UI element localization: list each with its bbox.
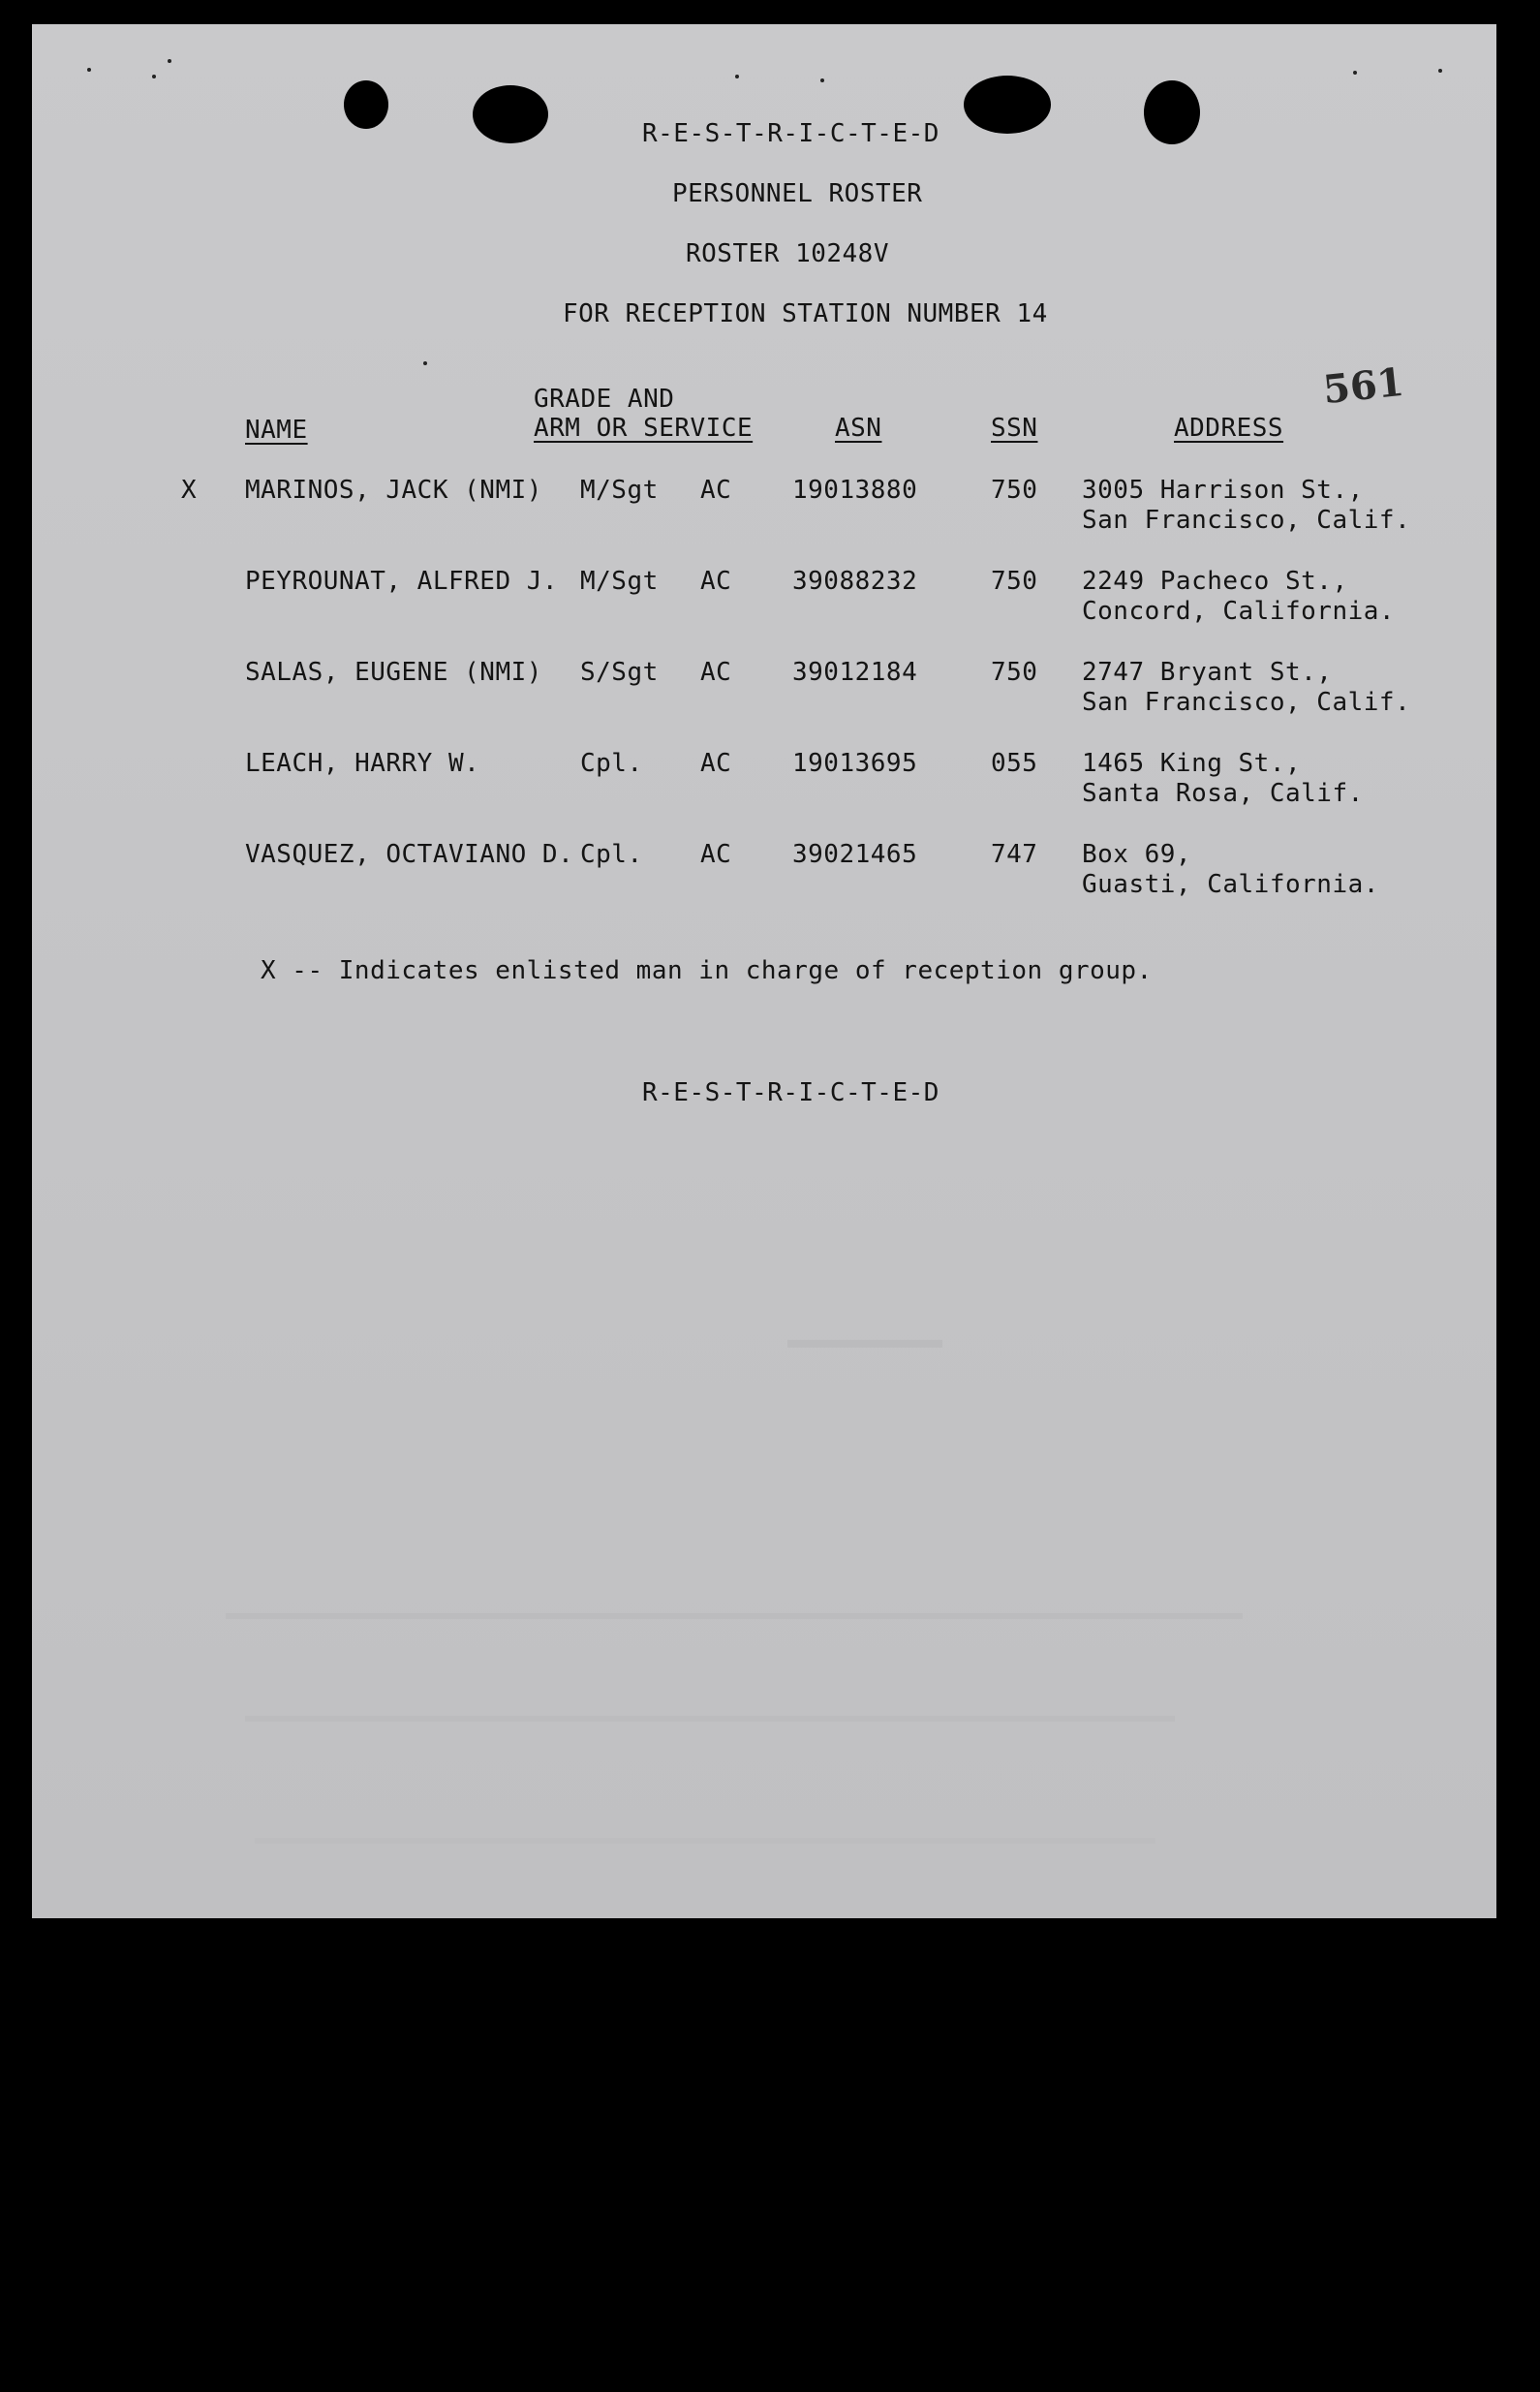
bleed-through-mark (245, 1716, 1175, 1722)
punch-hole (473, 85, 548, 143)
row-address-line2: San Francisco, Calif. (1082, 688, 1411, 717)
document-title: PERSONNEL ROSTER (672, 179, 923, 208)
row-arm: AC (700, 658, 732, 687)
row-address-line2: Santa Rosa, Calif. (1082, 779, 1364, 808)
row-ssn: 750 (991, 476, 1038, 505)
name-header: NAME (245, 416, 308, 445)
grade-header-line1: GRADE AND (534, 385, 675, 414)
punch-hole (1144, 80, 1200, 144)
asn-header: ASN (835, 414, 882, 443)
row-name: VASQUEZ, OCTAVIANO D. (245, 840, 574, 869)
row-address-line2: Concord, California. (1082, 597, 1396, 626)
row-arm: AC (700, 840, 732, 869)
roster-number: ROSTER 10248V (686, 239, 889, 268)
row-arm: AC (700, 476, 732, 505)
row-grade: M/Sgt (580, 567, 659, 596)
punch-hole (344, 80, 388, 129)
row-name: SALAS, EUGENE (NMI) (245, 658, 542, 687)
page-number-stamp: 561 (1320, 358, 1406, 414)
row-ssn: 750 (991, 658, 1038, 687)
row-address-line1: 2747 Bryant St., (1082, 658, 1333, 687)
speck (735, 75, 739, 78)
row-address-line2: Guasti, California. (1082, 870, 1379, 899)
row-arm: AC (700, 749, 732, 778)
speck (168, 59, 171, 63)
row-name: LEACH, HARRY W. (245, 749, 480, 778)
row-asn: 19013880 (792, 476, 918, 505)
speck (1353, 71, 1357, 75)
speck (423, 361, 427, 365)
row-ssn: 750 (991, 567, 1038, 596)
row-asn: 39012184 (792, 658, 918, 687)
restricted-header: R-E-S-T-R-I-C-T-E-D (642, 119, 939, 148)
row-grade: Cpl. (580, 840, 643, 869)
bleed-through-mark (226, 1613, 1243, 1619)
incharge-mark: X (181, 476, 198, 505)
row-ssn: 055 (991, 749, 1038, 778)
row-asn: 39021465 (792, 840, 918, 869)
grade-header-line2: ARM OR SERVICE (534, 414, 754, 443)
row-address-line1: 1465 King St., (1082, 749, 1302, 778)
ssn-header: SSN (991, 414, 1038, 443)
row-ssn: 747 (991, 840, 1038, 869)
row-address-line1: 2249 Pacheco St., (1082, 567, 1348, 596)
row-grade: Cpl. (580, 749, 643, 778)
row-address-line1: Box 69, (1082, 840, 1192, 869)
row-grade: S/Sgt (580, 658, 659, 687)
address-header: ADDRESS (1174, 414, 1284, 443)
restricted-footer: R-E-S-T-R-I-C-T-E-D (642, 1078, 939, 1107)
speck (820, 78, 824, 82)
document-page (32, 24, 1496, 1918)
row-name: MARINOS, JACK (NMI) (245, 476, 542, 505)
row-asn: 39088232 (792, 567, 918, 596)
row-name: PEYROUNAT, ALFRED J. (245, 567, 559, 596)
row-grade: M/Sgt (580, 476, 659, 505)
bleed-through-mark (255, 1838, 1155, 1844)
row-arm: AC (700, 567, 732, 596)
footnote: X -- Indicates enlisted man in charge of reception group. (261, 956, 1153, 985)
row-asn: 19013695 (792, 749, 918, 778)
speck (152, 75, 156, 78)
row-address-line2: San Francisco, Calif. (1082, 506, 1411, 535)
speck (87, 68, 91, 72)
bleed-through-mark (787, 1340, 942, 1348)
speck (1438, 69, 1442, 73)
row-address-line1: 3005 Harrison St., (1082, 476, 1364, 505)
punch-hole (964, 76, 1051, 134)
station-line: FOR RECEPTION STATION NUMBER 14 (563, 299, 1048, 328)
